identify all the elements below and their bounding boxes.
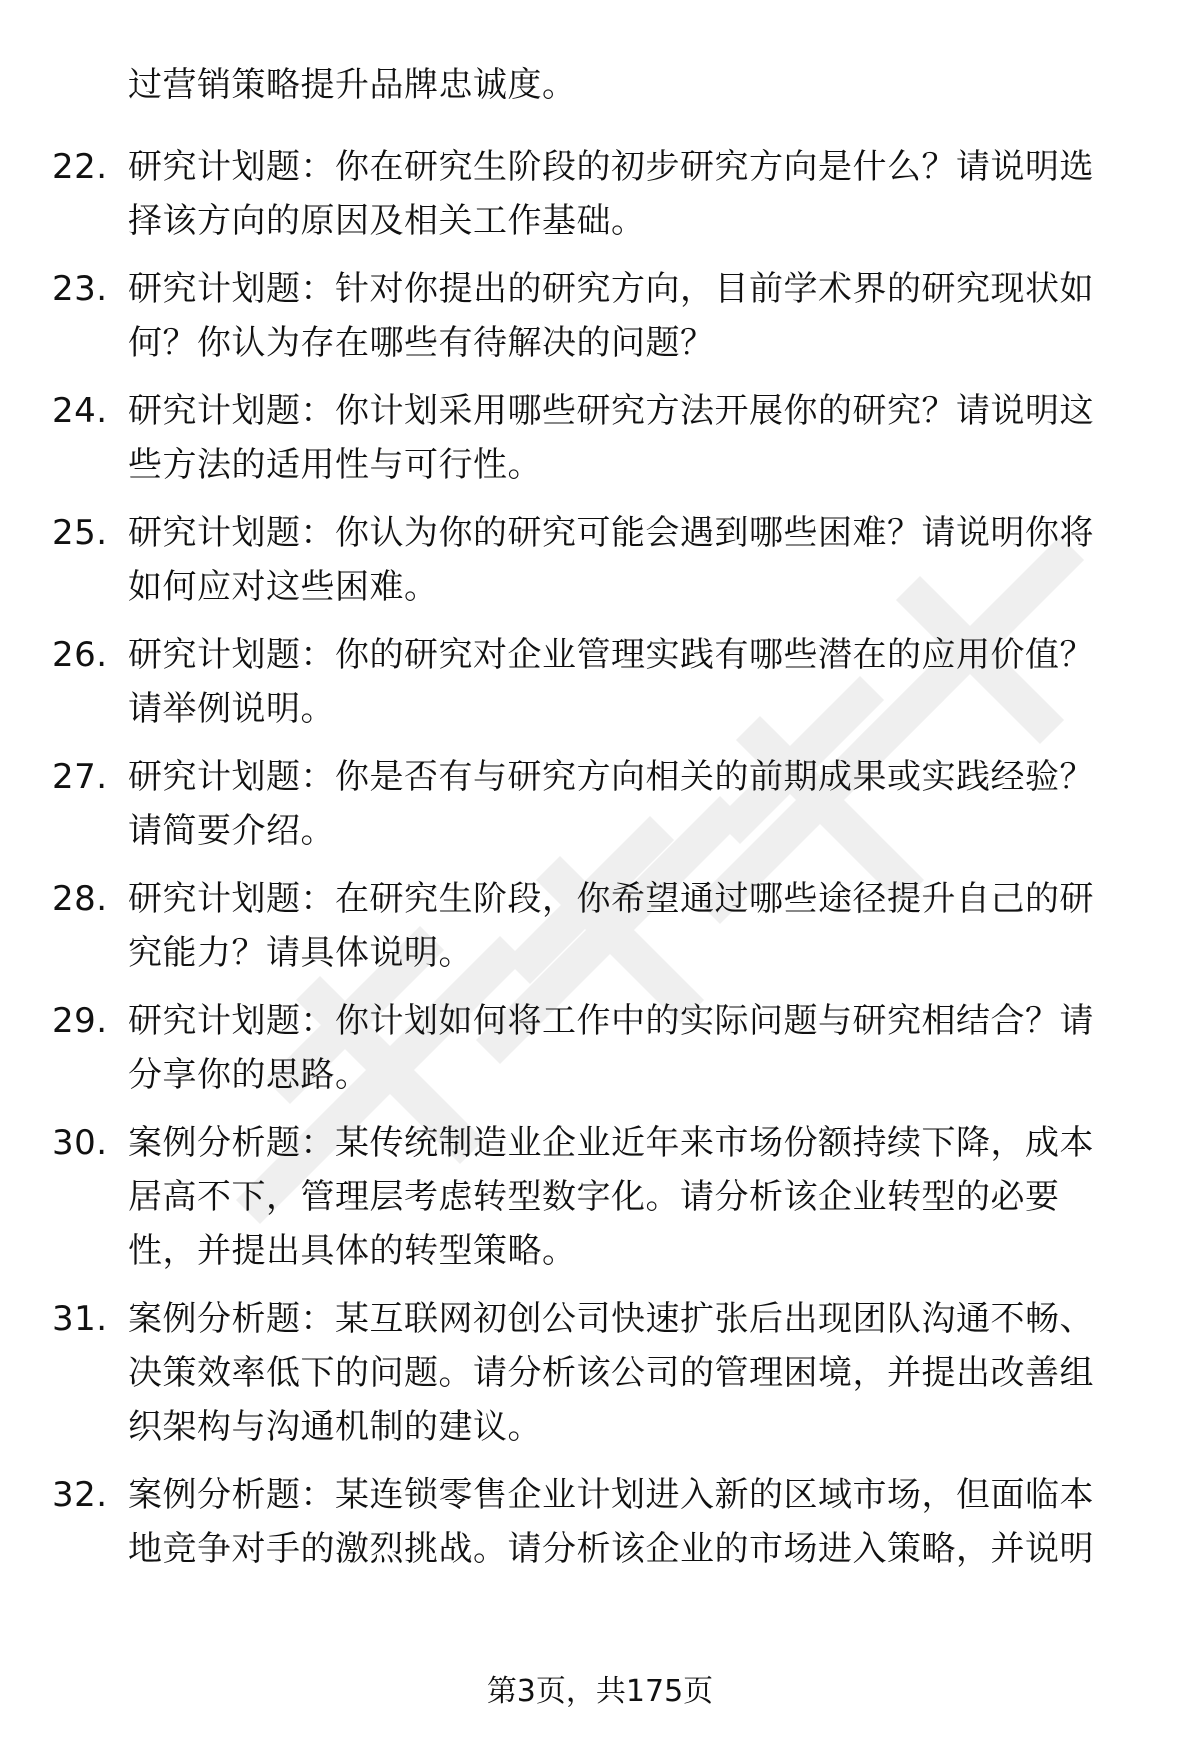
- question-text: [128, 750, 1148, 858]
- question-line: 研究计划题：你的研究对企业管理实践有哪些潜在的应用价值？: [128, 635, 1094, 675]
- list-item: [0, 1468, 1200, 1590]
- question-line: 案例分析题：某互联网初创公司快速扩张后出现团队沟通不畅、: [128, 1299, 1094, 1339]
- list-item: [0, 140, 1200, 262]
- question-number: 31.: [52, 1299, 108, 1339]
- question-number: 28.: [52, 879, 108, 919]
- question-text: [128, 262, 1148, 370]
- page-footer: 第3页，共175页: [486, 1674, 714, 1709]
- continuation-text: 过营销策略提升品牌忠诚度。: [128, 65, 577, 105]
- question-line: 如何应对这些困难。: [128, 567, 439, 607]
- list-item: [0, 1292, 1200, 1468]
- question-number: 27.: [52, 757, 108, 797]
- question-line: 请简要介绍。: [128, 811, 335, 851]
- question-list: [0, 140, 1200, 1590]
- question-number: 25.: [52, 513, 108, 553]
- list-item: [0, 262, 1200, 384]
- question-number: 23.: [52, 269, 108, 309]
- question-text: [128, 994, 1148, 1102]
- list-item: [0, 1116, 1200, 1292]
- list-item: [0, 506, 1200, 628]
- question-text: [128, 1468, 1148, 1576]
- question-number: 22.: [52, 147, 108, 187]
- question-line: 织架构与沟通机制的建议。: [128, 1407, 542, 1447]
- question-number: 32.: [52, 1475, 108, 1515]
- question-line: 决策效率低下的问题。请分析该公司的管理困境，并提出改善组: [128, 1353, 1094, 1393]
- list-item: [0, 872, 1200, 994]
- question-number: 30.: [52, 1123, 108, 1163]
- question-line: 何？你认为存在哪些有待解决的问题？: [128, 323, 715, 363]
- question-line: 研究计划题：你认为你的研究可能会遇到哪些困难？请说明你将: [128, 513, 1094, 553]
- question-line: 研究计划题：你是否有与研究方向相关的前期成果或实践经验？: [128, 757, 1094, 797]
- question-text: [128, 628, 1148, 736]
- question-line: 研究计划题：针对你提出的研究方向，目前学术界的研究现状如: [128, 269, 1094, 309]
- question-line: 地竞争对手的激烈挑战。请分析该企业的市场进入策略，并说明: [128, 1529, 1094, 1569]
- question-number: 24.: [52, 391, 108, 431]
- question-line: 研究计划题：你计划采用哪些研究方法开展你的研究？请说明这: [128, 391, 1094, 431]
- question-line: 研究计划题：在研究生阶段，你希望通过哪些途径提升自己的研: [128, 879, 1094, 919]
- question-line: 些方法的适用性与可行性。: [128, 445, 542, 485]
- question-line: 研究计划题：你计划如何将工作中的实际问题与研究相结合？请: [128, 1001, 1094, 1041]
- question-text: [128, 384, 1148, 492]
- question-line: 案例分析题：某连锁零售企业计划进入新的区域市场，但面临本: [128, 1475, 1094, 1515]
- question-line: 究能力？请具体说明。: [128, 933, 473, 973]
- list-item: [0, 750, 1200, 872]
- question-number: 26.: [52, 635, 108, 675]
- question-line: 性，并提出具体的转型策略。: [128, 1231, 577, 1271]
- list-item: [0, 384, 1200, 506]
- question-text: [128, 1116, 1148, 1278]
- question-line: 研究计划题：你在研究生阶段的初步研究方向是什么？请说明选: [128, 147, 1094, 187]
- question-line: 居高不下，管理层考虑转型数字化。请分析该企业转型的必要: [128, 1177, 1060, 1217]
- question-line: 案例分析题：某传统制造业企业近年来市场份额持续下降，成本: [128, 1123, 1094, 1163]
- question-text: [128, 140, 1148, 248]
- question-text: [128, 872, 1148, 980]
- question-number: 29.: [52, 1001, 108, 1041]
- question-line: 择该方向的原因及相关工作基础。: [128, 201, 646, 241]
- question-text: [128, 1292, 1148, 1454]
- question-line: 分享你的思路。: [128, 1055, 370, 1095]
- question-text: [128, 506, 1148, 614]
- list-item: [0, 628, 1200, 750]
- question-line: 请举例说明。: [128, 689, 335, 729]
- list-item: [0, 994, 1200, 1116]
